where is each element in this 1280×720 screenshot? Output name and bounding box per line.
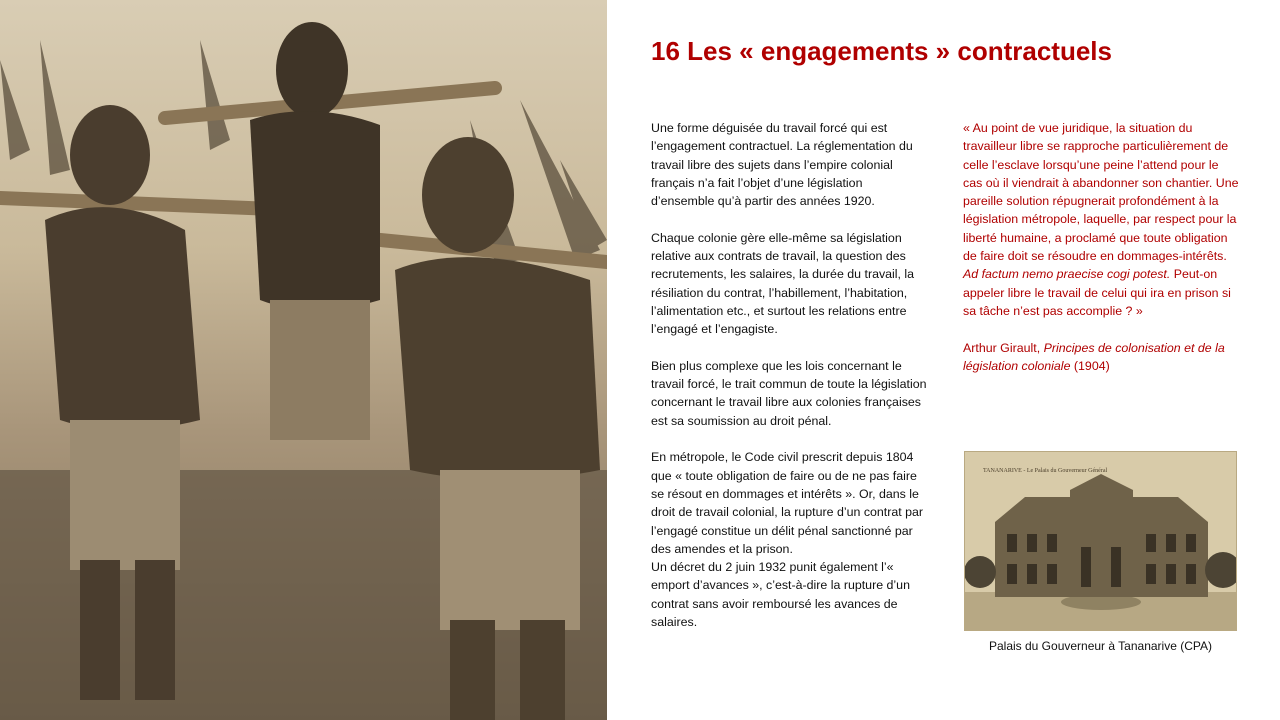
citation-year: (1904) <box>1070 358 1110 373</box>
citation-work: Principes de colonisation et de la législation coloniale <box>963 340 1225 373</box>
paragraph-penal-law: Bien plus complexe que les lois concernant le travail forcé, le trait commun de toute la législation concernant le travail libre aux colonies françaises est sa soumission au droit pénal. <box>651 358 927 428</box>
postcard-image <box>964 451 1237 631</box>
paragraph-civil-code: En métropole, le Code civil prescrit depuis 1804 que « toute obligation de faire ou de ne pas faire se résout en dommages et intérêts ». Or, dans le droit de travail colonial, la rupture d’un contrat par l’engagé constitue un délit pénal sanctionné par des amendes et la prison. <box>651 450 924 556</box>
postcard-printed-text: TANANARIVE - Le Palais du Gouverneur Général <box>983 468 1108 474</box>
paragraph-decree: Un décret du 2 juin 1932 punit également l’« emport d’avances », c’est-à-dire la rupture d’un contrat sans avoir remboursé les avances de salaires. <box>651 560 910 630</box>
citation-author: Arthur Girault <box>963 340 1037 355</box>
quote-citation <box>963 339 1241 376</box>
palace-building-icon <box>965 452 1237 631</box>
right-quote-column <box>963 119 1241 393</box>
left-text-column <box>651 119 929 631</box>
postcard-caption: Palais du Gouverneur à Tananarive (CPA) <box>988 639 1212 653</box>
historical-photo <box>0 0 607 720</box>
historical-photo-workers-icon <box>0 0 607 720</box>
quote <box>963 119 1241 320</box>
quote-latin: Ad factum nemo praecise cogi potest. <box>963 267 1171 282</box>
paragraph-colonies: Chaque colonie gère elle-même sa législation relative aux contrats de travail, la question des recrutements, les salaires, la durée du travail, la résiliation du contrat, l’habillement, l’habitation, l’alimentation etc., et surtout les relations entre l’engagé et l’engagiste. <box>651 230 915 337</box>
citation-separator: , <box>1036 340 1044 355</box>
slide-title: 16 Les « engagements » contractuels <box>651 36 1112 66</box>
quote-text-1: « Au point de vue juridique, la situation du travailleur libre se rapproche particulièrement de celle l’esclave lorsqu’une peine l’attend pour le cas où il viendrait à abandonner son chantier. Une pareille solution répugnerait profondément à la législation métropole, laquelle, par respect pour la liberté humaine, a proclamé que toute obligation de faire doit se résoudre en dommages-intérêts. <box>963 121 1239 264</box>
paragraph-intro: Une forme déguisée du travail forcé qui est l’engagement contractuel. La réglementation du travail libre des sujets dans l’empire colonial français n’a fait l’objet d’une législation d’ensemble qu’à partir des années 1920. <box>651 121 913 209</box>
quote-text-2: Peut-on appeler libre le travail de celui qui ira en prison si sa tâche n’est pas accomplie ? » <box>963 267 1231 318</box>
